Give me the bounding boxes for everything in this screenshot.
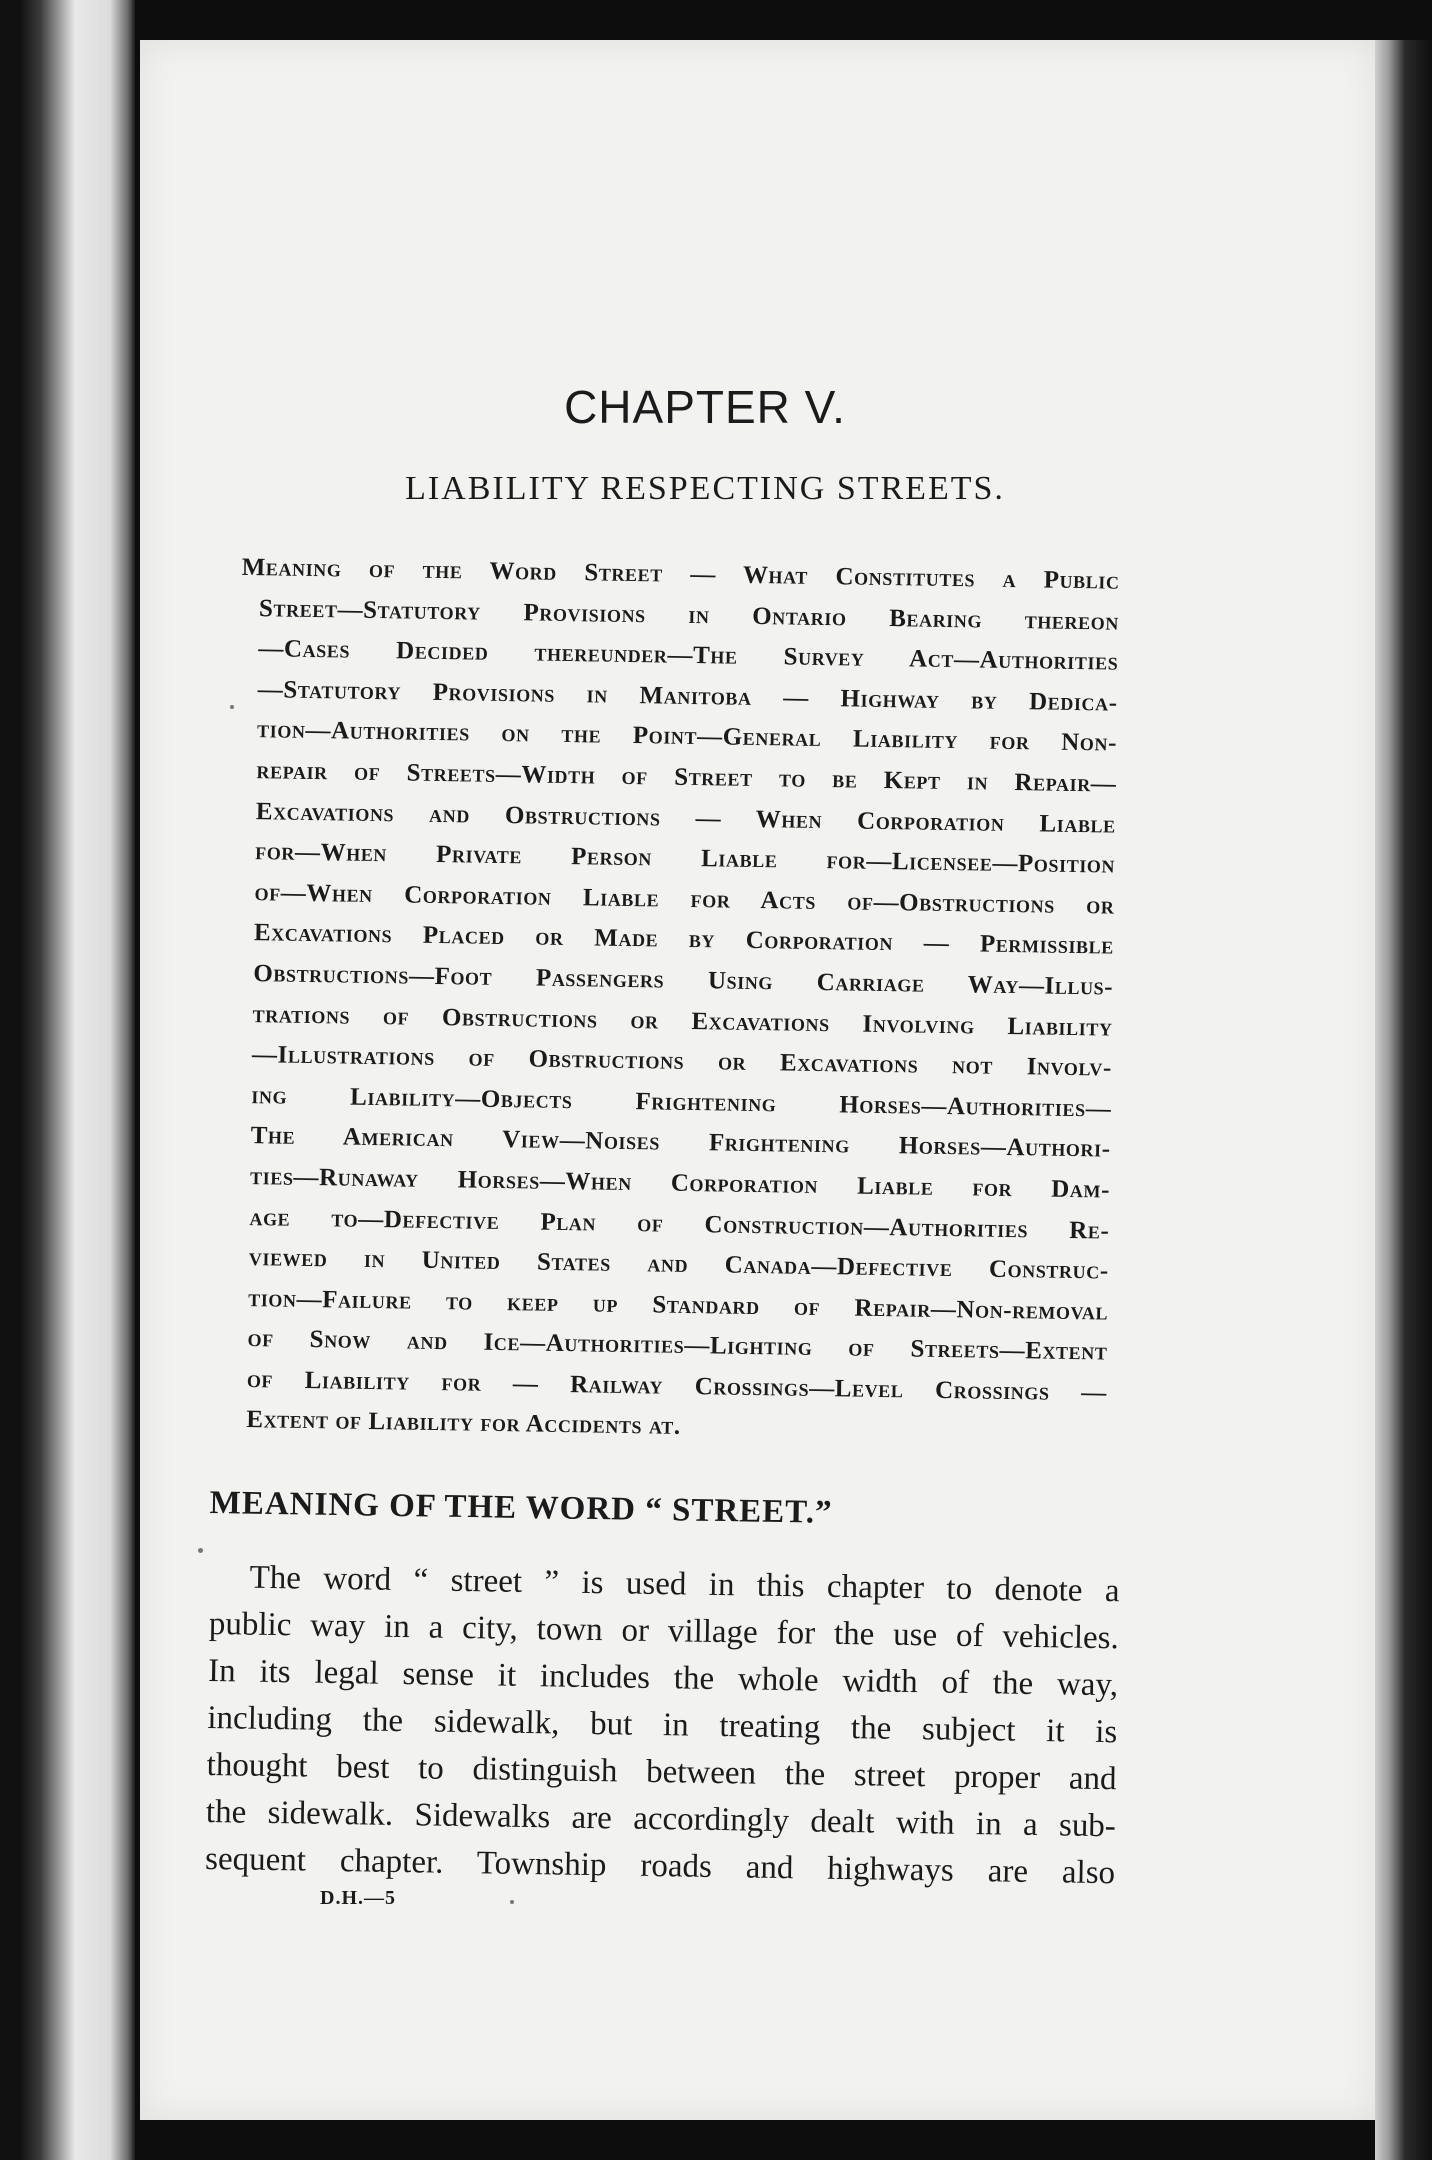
synopsis-line: viewed in United States and Canada—Defective Construc- — [248, 1244, 1109, 1285]
body-line: In its legal sense it includes the whole width of the way, — [207, 1653, 1119, 1704]
synopsis-line: of Liability for — Railway Crossings—Level Crossings — — [246, 1365, 1108, 1407]
synopsis-line: tion—Authorities on the Point—General Liability for Non- — [256, 716, 1118, 758]
body-line: the sidewalk. Sidewalks are accordingly dealt with in a sub- — [205, 1794, 1117, 1845]
left-page-edge — [0, 0, 135, 2160]
synopsis-line: of Snow and Ice—Authorities—Lighting of Streets—Extent — [247, 1325, 1108, 1366]
chapter-title: CHAPTER V. — [564, 381, 846, 433]
speck-mark — [230, 705, 234, 709]
synopsis-line: —Illustrations of Obstructions or Excavations not Involv- — [251, 1041, 1113, 1082]
body-line: public way in a city, town or village for the use of vehicles. — [208, 1606, 1120, 1657]
body-line: sequent chapter. Township roads and highways are also — [204, 1841, 1116, 1892]
speck-mark — [198, 1548, 203, 1553]
right-page-edge — [1375, 40, 1432, 2160]
chapter-subtitle: LIABILITY RESPECTING STREETS. — [405, 470, 1005, 507]
synopsis-line: Street—Statutory Provisions in Ontario Bearing thereon — [258, 594, 1120, 636]
synopsis-line: Excavations and Obstructions — When Corporation Liable — [255, 797, 1116, 839]
body-paragraph — [205, 1554, 1120, 1897]
body-line: including the sidewalk, but in treating the subject it is — [207, 1700, 1118, 1751]
synopsis-line: ing Liability—Objects Frightening Horses—Authorities— — [251, 1081, 1112, 1123]
synopsis-line: The American View—Noises Frightening Horses—Authori- — [250, 1122, 1111, 1163]
chapter-synopsis — [236, 548, 1120, 1455]
synopsis-line: —Statutory Provisions in Manitoba — Highway by Dedica- — [257, 675, 1118, 717]
synopsis-line: tion—Failure to keep up Standard of Repair—Non-removal — [248, 1284, 1109, 1326]
synopsis-line: age to—Defective Plan of Construction—Authorities Re- — [249, 1203, 1110, 1245]
synopsis-line: for—When Private Person Liable for—Licensee—Position — [255, 838, 1116, 879]
body-line: The word “ street ” is used in this chapter to denote a — [249, 1559, 1120, 1610]
synopsis-line: Meaning of the Word Street — What Constitutes a Public — [241, 553, 1120, 595]
synopsis-line: trations of Obstructions or Excavations Involving Liability — [252, 1000, 1113, 1042]
synopsis-line: repair of Streets—Width of Street to be Kept in Repair— — [256, 757, 1117, 798]
page-content — [204, 380, 1120, 1910]
section-heading — [209, 1485, 1119, 1536]
synopsis-line: Obstructions—Foot Passengers Using Carriage Way—Illus- — [253, 960, 1114, 1001]
synopsis-line: Excavations Placed or Made by Corporation — Permissible — [253, 919, 1115, 960]
synopsis-line: of—When Corporation Liable for Acts of—Obstructions or — [254, 878, 1115, 920]
synopsis-line: —Cases Decided thereunder—The Survey Act—Authorities — [258, 635, 1119, 676]
synopsis-line: ties—Runaway Horses—When Corporation Liable for Dam- — [249, 1162, 1111, 1204]
section-heading-text: MEANING OF THE WORD “ STREET.” — [209, 1485, 833, 1531]
body-line: thought best to distinguish between the street proper and — [206, 1747, 1117, 1798]
synopsis-line: Extent of Liability for Accidents at. — [246, 1406, 681, 1441]
printer-signature-mark: D.H.—5 — [320, 1887, 396, 1910]
